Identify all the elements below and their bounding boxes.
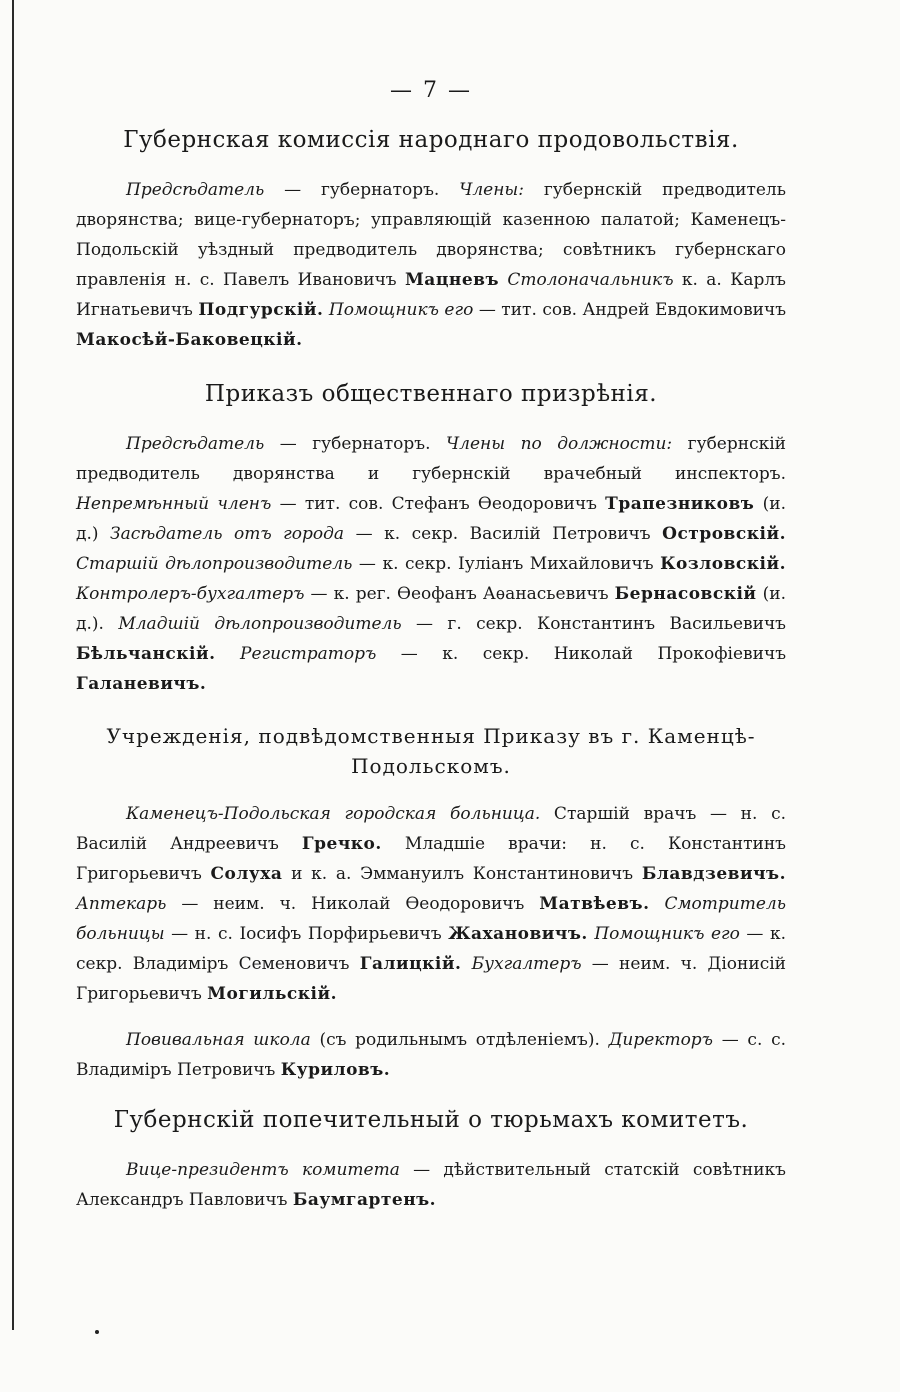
text-run: — тит. сов. Стефанъ Ѳеодоровичъ <box>271 494 606 514</box>
text-run: губернскій предводитель дворянства; вице-губернаторъ; управляющій казенною палатой; Каменецъ-Подольскій уѣздный предводитель дворянства; совѣтникъ губернскаго правленія н. с. Павелъ Ивановичъ <box>76 180 786 290</box>
text-run: — неим. ч. Николай Ѳеодоровичъ <box>166 894 540 914</box>
surname: Подгурскій. <box>198 300 324 320</box>
surname: Блавдзевичъ. <box>641 864 786 884</box>
surname: Козловскій. <box>660 554 786 574</box>
text-run <box>216 644 240 664</box>
text-run: (и. д.). <box>76 584 786 634</box>
role-label: Старшій дѣлопроизводитель <box>76 554 353 574</box>
page-edge-rule <box>12 0 14 1330</box>
section-paragraph <box>76 429 786 699</box>
role-label: Вице-президентъ комитета <box>126 1160 400 1180</box>
text-run: — к. секр. Іуліанъ Михайловичъ <box>352 554 661 574</box>
surname: Бѣльчанскій. <box>76 644 216 664</box>
page-number: — 7 — <box>390 78 472 103</box>
role-label: Члены: <box>459 180 524 200</box>
text-run: — тит. сов. Андрей Евдокимовичъ <box>473 300 787 320</box>
section-title: Губернскій попечительный о тюрьмахъ комитетъ. <box>113 1107 749 1133</box>
text-run: — губернаторъ. <box>264 434 447 454</box>
text-run: — дѣйствительный статскій совѣтникъ Александръ Павловичъ <box>76 1160 786 1210</box>
section-title: Губернская комиссія народнаго продовольствія. <box>123 127 739 153</box>
surname: Жахановичъ. <box>448 924 588 944</box>
surname: Матвѣевъ. <box>539 894 650 914</box>
role-label: Директоръ <box>608 1030 714 1050</box>
text-run: и к. а. Эммануилъ Константиновичъ <box>282 864 642 884</box>
role-label: Члены по должности: <box>446 434 673 454</box>
role-label: Бухгалтеръ <box>471 954 582 974</box>
role-label: Помощникъ его <box>328 300 474 320</box>
text-run: — с. с. Владиміръ Петровичъ <box>76 1030 786 1080</box>
section-paragraph <box>76 799 786 1009</box>
text-run: губернскій предводитель дворянства и губернскій врачебный инспекторъ. <box>76 434 786 484</box>
role-label: Младшій дѣлопроизводитель <box>118 614 402 634</box>
role-label: Регистраторъ <box>240 644 377 664</box>
ink-speck <box>95 1330 99 1334</box>
role-label: Предсѣдатель <box>126 180 265 200</box>
section-paragraph <box>76 175 786 355</box>
section-title: Учрежденія, подвѣдомственныя Приказу въ г. Каменцѣ-Подольскомъ. <box>106 724 756 778</box>
section-subordinate-institutions <box>76 721 786 1085</box>
role-label: Столоначальникъ <box>507 270 674 290</box>
text-run <box>461 954 471 974</box>
text-run: — к. секр. Василій Петровичъ <box>344 524 663 544</box>
surname: Трапезниковъ <box>605 494 755 514</box>
role-label: Аптекарь <box>76 894 167 914</box>
surname: Мацневъ <box>404 270 499 290</box>
text-run: — к. секр. Николай Прокофіевичъ <box>376 644 787 664</box>
section-food-commission <box>76 127 786 355</box>
text-run: к. а. Карлъ Игнатьевичъ <box>76 270 786 320</box>
role-label: Засѣдатель отъ города <box>110 524 345 544</box>
institution-label: Повивальная школа <box>126 1030 311 1050</box>
section-title: Приказъ общественнаго призрѣнія. <box>204 381 658 407</box>
text-run: (съ родильнымъ отдѣленіемъ). <box>310 1030 609 1050</box>
text-run: — к. секр. Владиміръ Семеновичъ <box>76 924 786 974</box>
surname: Галаневичъ. <box>76 674 207 694</box>
role-label: Помощникъ его <box>594 924 740 944</box>
surname: Галицкій. <box>359 954 462 974</box>
document-page <box>76 78 786 1231</box>
section-public-charity <box>76 381 786 699</box>
text-run: Младшіе врачи: н. с. Константинъ Григорьевичъ <box>76 834 786 884</box>
role-label: Непремѣнный членъ <box>76 494 272 514</box>
role-label: Контролеръ-бухгалтеръ <box>76 584 305 604</box>
surname: Солуха <box>210 864 283 884</box>
role-label: Предсѣдатель <box>126 434 265 454</box>
surname: Куриловъ. <box>280 1060 391 1080</box>
text-run: — н. с. Іосифъ Порфирьевичъ <box>164 924 449 944</box>
text-run: — губернаторъ. <box>264 180 460 200</box>
section-prison-committee <box>76 1107 786 1215</box>
institution-label: Каменецъ-Подольская городская больница. <box>126 804 541 824</box>
text-run: (и. д.) <box>76 494 786 544</box>
text-run: — к. рег. Ѳеофанъ Аѳанасьевичъ <box>304 584 615 604</box>
surname: Могильскій. <box>207 984 337 1004</box>
text-run: — г. секр. Константинъ Васильевичъ <box>401 614 787 634</box>
surname: Макосѣй-Баковецкій. <box>76 330 303 350</box>
section-paragraph <box>76 1155 786 1215</box>
role-label: Смотритель больницы <box>76 894 786 944</box>
surname: Островскій. <box>662 524 786 544</box>
text-run: — неим. ч. Діонисій Григорьевичъ <box>76 954 786 1004</box>
surname: Гречко. <box>301 834 382 854</box>
section-paragraph <box>76 1025 786 1085</box>
text-run: Старшій врачъ — н. с. Василій Андреевичъ <box>76 804 786 854</box>
surname: Баумгартенъ. <box>292 1190 437 1210</box>
text-run <box>650 894 665 914</box>
surname: Бернасовскій <box>614 584 757 604</box>
